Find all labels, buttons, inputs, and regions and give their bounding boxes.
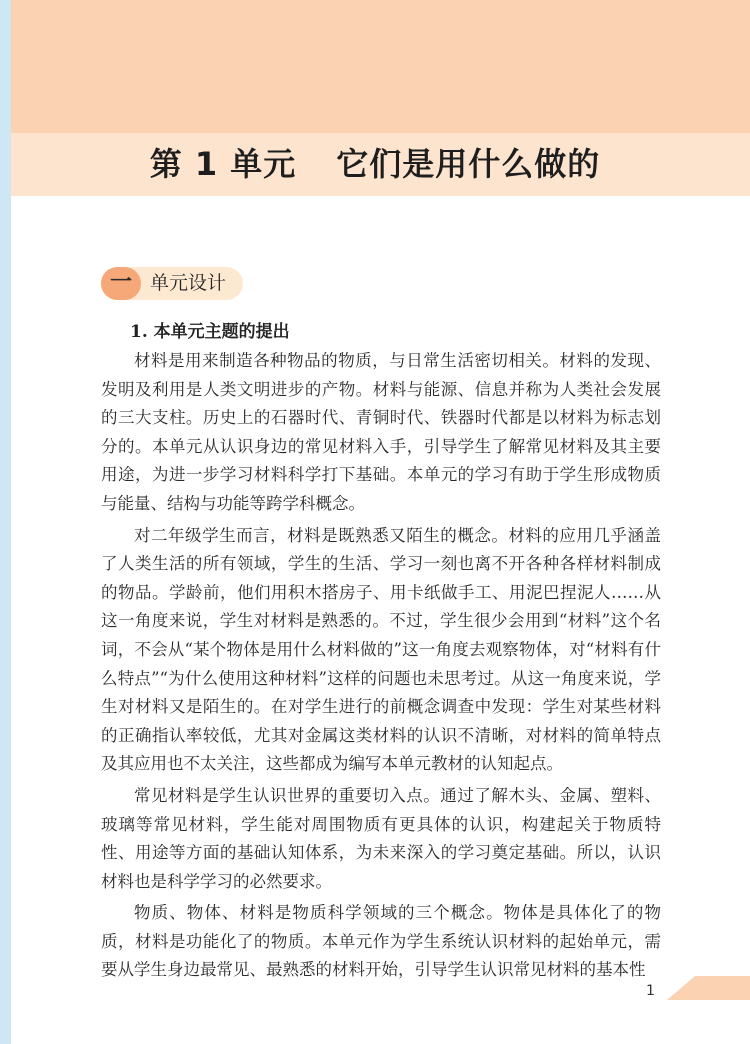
subheading: 1. 本单元主题的提出 <box>130 322 290 342</box>
unit-number: 第 1 单元 <box>149 145 297 183</box>
top-banner <box>11 0 750 133</box>
section-number-badge: 一 <box>101 267 141 300</box>
unit-name: 它们是用什么做的 <box>336 145 601 183</box>
paragraph: 对二年级学生而言，材料是既熟悉又陌生的概念。材料的应用几乎涵盖了人类生活的所有领域，学生的生活、学习一刻也离不开各种各样材料制成的物品。学龄前，他们用积木搭房子、用卡纸做手工、用泥巴捏泥人……从这一角度来说，学生对材料是熟悉的。不过，学生很少会用到“材料”这个名词，不会从“某个物体是用什么材料做的”这一角度去观察物体，对“材料有什么特点”“为什么使用这种材料”这样的问题也未思考过。从这一角度来说，学生对材料又是陌生的。在对学生进行的前概念调查中发现：学生对某些材料的正确指认率较低，尤其对金属这类材料的认识不清晰，对材料的简单特点及其应用也不太关注，这些都成为编写本单元教材的认知起点。 <box>101 525 661 774</box>
paragraph: 物质、物体、材料是物质科学领域的三个概念。物体是具体化了的物质，材料是功能化了的物质。本单元作为学生系统认识材料的起始单元，需要从学生身边最常见、最熟悉的材料开始，引导学生认识常见材料的基本性 <box>101 903 661 980</box>
unit-title <box>0 138 750 190</box>
paragraph: 材料是用来制造各种物品的物质，与日常生活密切相关。材料的发现、发明及利用是人类文明进步的产物。材料与能源、信息并称为人类社会发展的三大支柱。历史上的石器时代、青铜时代、铁器时代都是以材料为标志划分的。本单元从认识身边的常见材料入手，引导学生了解常见材料及其主要用途，为进一步学习材料科学打下基础。本单元的学习有助于学生形成物质与能量、结构与功能等跨学科概念。 <box>101 351 661 513</box>
section-label: 单元设计 <box>150 272 227 294</box>
page-corner-tab <box>667 976 750 1000</box>
paragraph: 常见材料是学生认识世界的重要切入点。通过了解木头、金属、塑料、玻璃等常见材料，学生能对周围物质有更具体的认识，构建起关于物质特性、用途等方面的基础认知体系，为未来深入的学习奠定基础。所以，认识材料也是科学学习的必然要求。 <box>101 785 661 891</box>
page-number: 1 <box>646 983 655 999</box>
body-text <box>101 347 661 988</box>
